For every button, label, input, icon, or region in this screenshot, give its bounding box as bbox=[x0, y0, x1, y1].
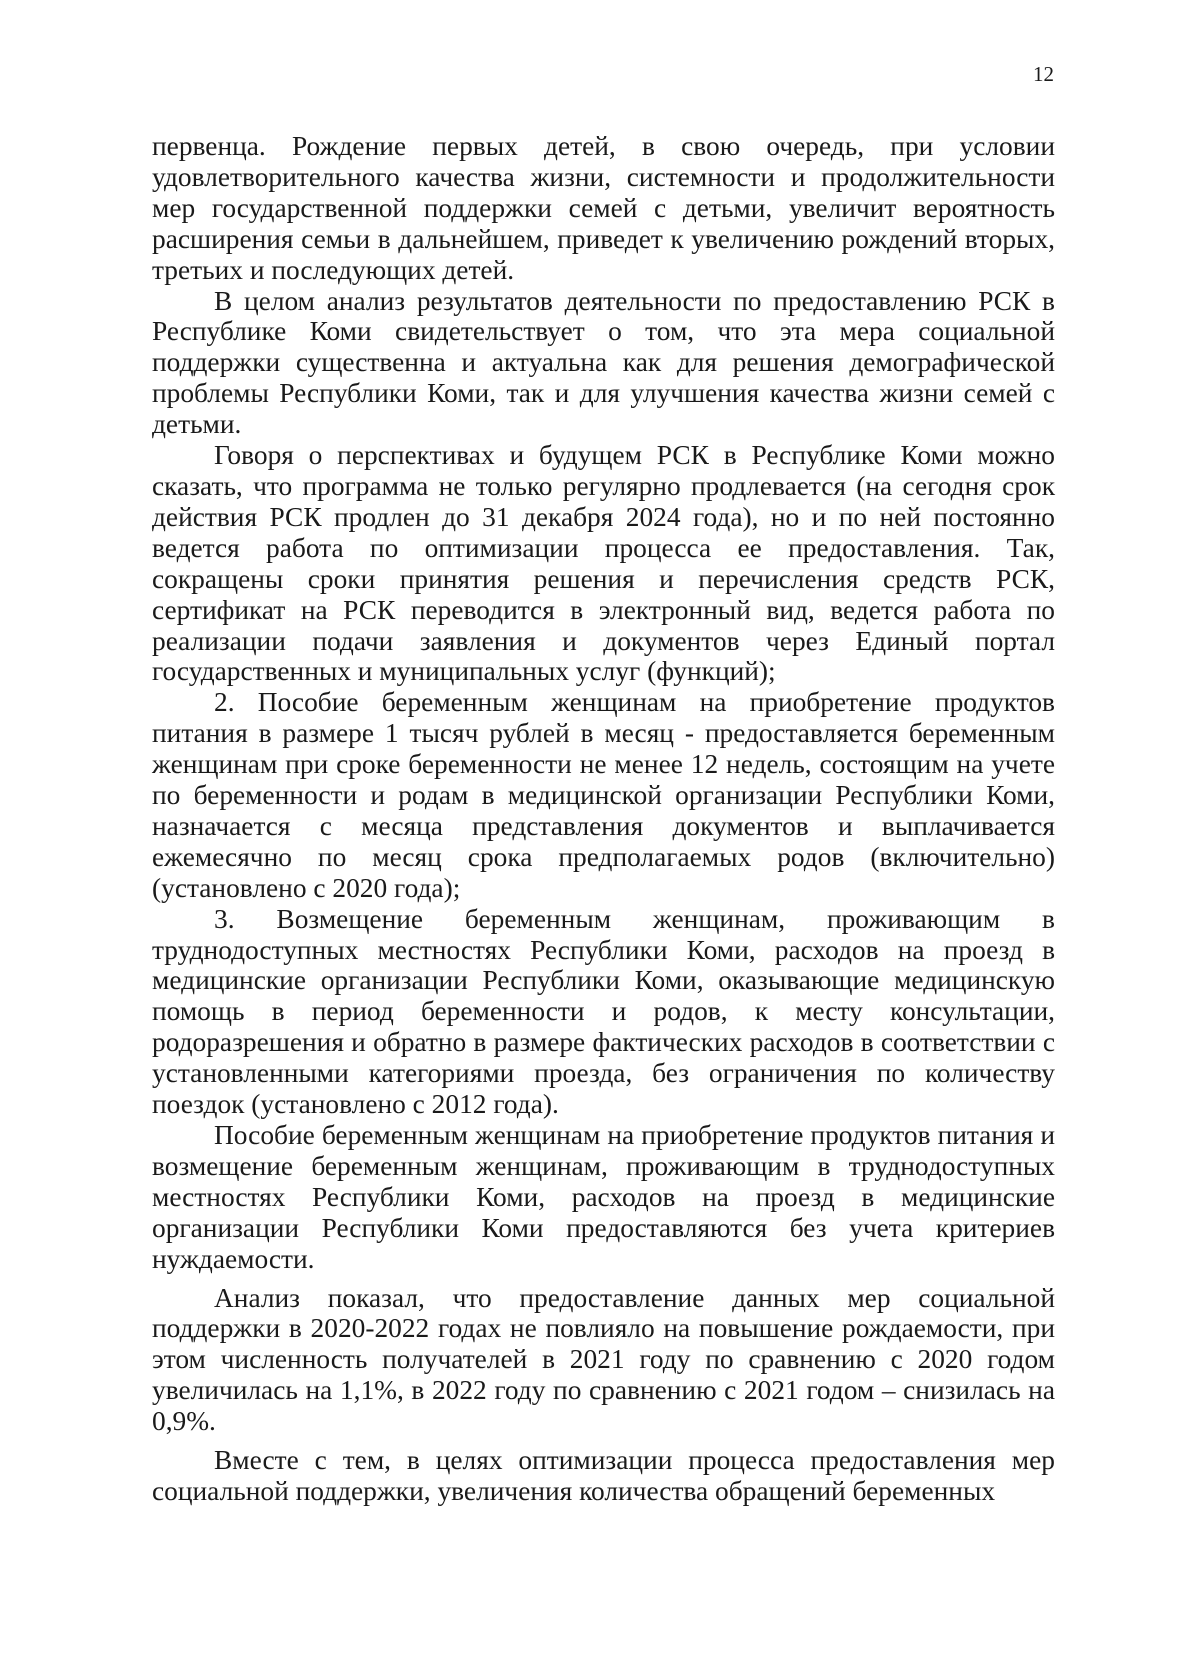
paragraph-3: Говоря о перспективах и будущем РСК в Республике Коми можно сказать, что программа не только регулярно продлевается (на сегодня срок действия РСК продлен до 31 декабря 2024 года), но и по ней постоянно ведется работа по оптимизации процесса ее предоставления. Так, сокращены сроки принятия решения и перечисления средств РСК, сертификат на РСК переводится в электронный вид, ведется работа по реализации подачи заявления и документов через Единый портал государственных и муниципальных услуг (функций); bbox=[152, 440, 1055, 687]
paragraph-7: Анализ показал, что предоставление данных мер социальной поддержки в 2020-2022 годах не повлияло на повышение рождаемости, при этом численность получателей в 2021 году по сравнению с 2020 годом увеличилась на 1,1%, в 2022 году по сравнению с 2021 годом – снизилась на 0,9%. bbox=[152, 1282, 1055, 1437]
paragraph-2: В целом анализ результатов деятельности по предоставлению РСК в Республике Коми свидетельствует о том, что эта мера социальной поддержки существенна и актуальна как для решения демографической проблемы Республики Коми, так и для улучшения качества жизни семей с детьми. bbox=[152, 285, 1055, 440]
paragraph-8: Вместе с тем, в целях оптимизации процесса предоставления мер социальной поддержки, увеличения количества обращений беременных bbox=[152, 1445, 1055, 1506]
page-number: 12 bbox=[1033, 62, 1054, 86]
paragraph-4: 2. Пособие беременным женщинам на приобретение продуктов питания в размере 1 тысяч рублей в месяц - предоставляется беременным женщинам при сроке беременности не менее 12 недель, состоящим на учете по беременности и родам в медицинской организации Республики Коми, назначается с месяца представления документов и выплачивается ежемесячно по месяц срока предполагаемых родов (включительно) (установлено с 2020 года); bbox=[152, 687, 1055, 903]
paragraph-1: первенца. Рождение первых детей, в свою очередь, при условии удовлетворительного качества жизни, системности и продолжительности мер государственной поддержки семей с детьми, увеличит вероятность расширения семьи в дальнейшем, приведет к увеличению рождений вторых, третьих и последующих детей. bbox=[152, 131, 1055, 285]
paragraph-6: Пособие беременным женщинам на приобретение продуктов питания и возмещение беременным женщинам, проживающим в труднодоступных местностях Республики Коми, расходов на проезд в медицинские организации Республики Коми предоставляются без учета критериев нуждаемости. bbox=[152, 1120, 1055, 1274]
document-body bbox=[152, 131, 1055, 1507]
paragraph-5: 3. Возмещение беременным женщинам, проживающим в труднодоступных местностях Республики Коми, расходов на проезд в медицинские организации Республики Коми, оказывающие медицинскую помощь в период беременности и родов, к месту консультации, родоразрешения и обратно в размере фактических расходов в соответствии с установленными категориями проезда, без ограничения по количеству поездок (установлено с 2012 года). bbox=[152, 903, 1055, 1120]
